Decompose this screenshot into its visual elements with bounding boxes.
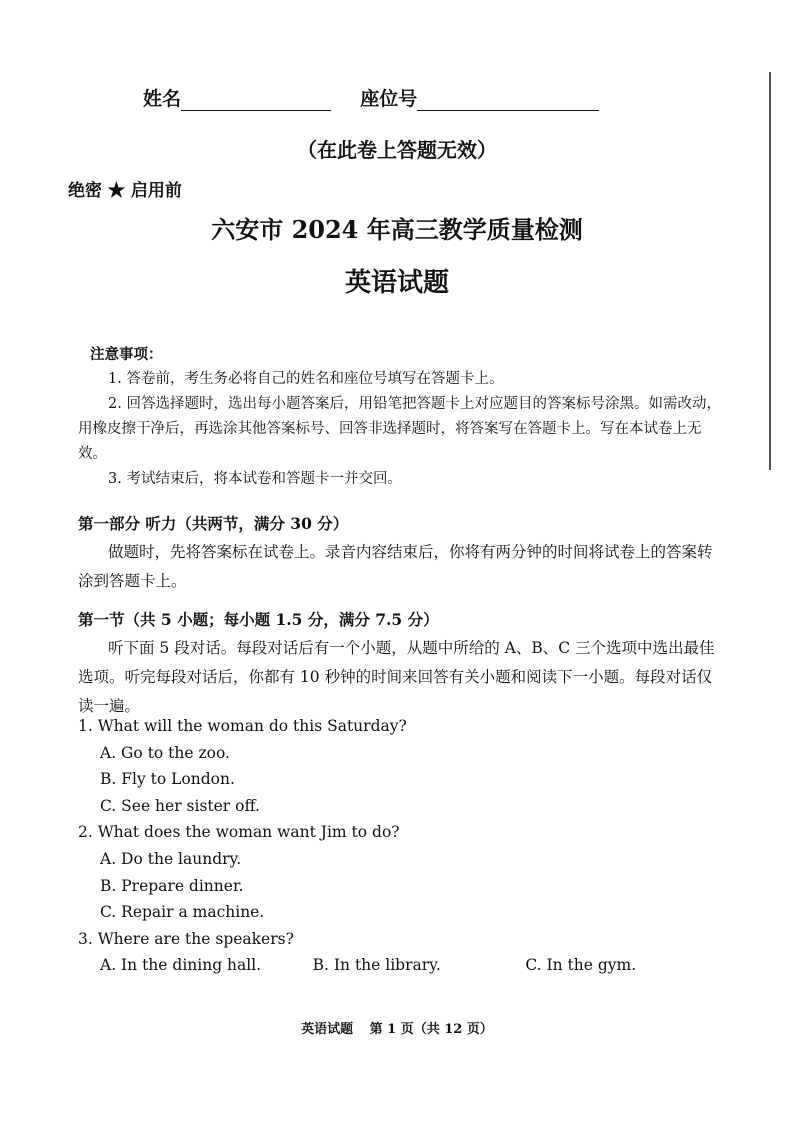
secret-mark: 绝密 ★ 启用前 <box>68 181 182 201</box>
exam-title: 六安市 2024 年高三教学质量检测 <box>211 215 583 244</box>
footer-page: 第 1 页（共 12 页） <box>369 1022 493 1037</box>
part1-block <box>78 509 726 596</box>
part1-heading: 第一部分 听力（共两节，满分 30 分） <box>78 514 349 533</box>
question-stem: 3. Where are the speakers? <box>78 929 294 948</box>
question-options-row <box>78 952 738 979</box>
note-item: 2. 回答选择题时，选出每小题答案后，用铅笔把答题卡上对应题目的答案标号涂黑。如需改动，用橡皮擦干净后，再选涂其他答案标号、回答非选择题时，将答案写在答题卡上。写在本试卷上无效。 <box>78 396 721 462</box>
question-stem: 1. What will the woman do this Saturday? <box>78 717 407 735</box>
name-label: 姓名 <box>143 88 182 110</box>
question-option: B. In the library. <box>312 956 441 975</box>
question-option: A. Do the laundry. <box>100 849 242 868</box>
notes-block <box>78 342 726 492</box>
note-item: 3. 考试结束后，将本试卷和答题卡一并交回。 <box>108 471 402 487</box>
questions-list <box>78 713 738 979</box>
page-footer <box>0 1018 794 1037</box>
question-option: B. Fly to London. <box>100 770 235 789</box>
question-stem: 2. What does the woman want Jim to do? <box>78 823 400 842</box>
seat-label: 座位号 <box>360 88 418 110</box>
note-item: 1. 答卷前，考生务必将自己的姓名和座位号填写在答题卡上。 <box>108 371 504 387</box>
invalid-note: （在此卷上答题无效） <box>297 138 497 162</box>
section1-block <box>78 605 726 721</box>
question-option: A. In the dining hall. <box>100 956 262 975</box>
question-option: C. See her sister off. <box>100 796 260 815</box>
footer-subject: 英语试题 <box>301 1022 354 1037</box>
exam-subtitle: 英语试题 <box>344 268 449 298</box>
name-seat-row <box>143 84 599 111</box>
section1-instruction: 听下面 5 段对话。每段对话后有一个小题，从题中所给的 A、B、C 三个选项中选出最佳选项。听完每段对话后，你都有 10 秒钟的时间来回答有关小题和阅读下一小题。每段对话仅读一遍。 <box>78 639 715 715</box>
name-blank <box>181 90 331 111</box>
question-option: A. Go to the zoo. <box>100 743 230 762</box>
notes-heading: 注意事项： <box>90 346 163 363</box>
question-option: C. In the gym. <box>525 956 637 975</box>
part1-instruction: 做题时，先将答案标在试卷上。录音内容结束后，你将有两分钟的时间将试卷上的答案转涂到答题卡上。 <box>78 543 713 590</box>
seat-blank <box>417 90 599 111</box>
question-option: B. Prepare dinner. <box>100 876 244 895</box>
section1-heading: 第一节（共 5 小题；每小题 1.5 分，满分 7.5 分） <box>78 610 439 629</box>
question-option: C. Repair a machine. <box>100 903 265 922</box>
